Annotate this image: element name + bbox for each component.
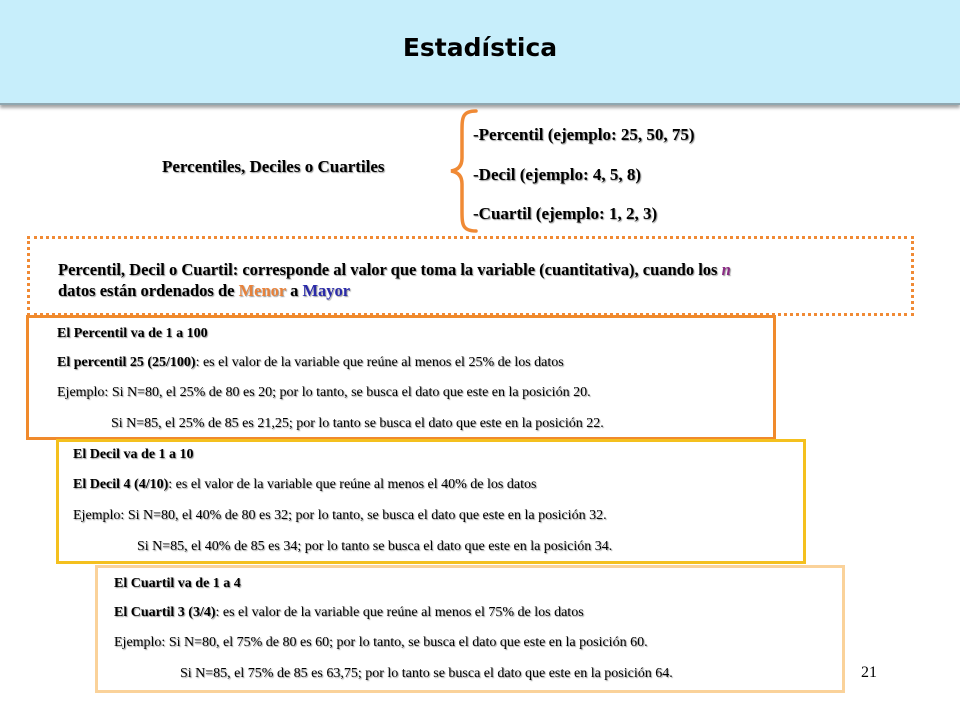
percentil-example-1: Ejemplo: Si N=80, el 25% de 80 es 20; por lo tanto, se busca el dato que este en la posición 20. <box>57 385 591 400</box>
percentil-range: El Percentil va de 1 a 100 <box>57 326 208 341</box>
title-banner <box>0 0 960 105</box>
page-number: 21 <box>861 664 877 681</box>
cuartil-example-2: Si N=85, el 75% de 85 es 63,75; por lo tanto se busca el dato que este en la posición 64. <box>180 666 673 681</box>
type-item-cuartil: -Cuartil (ejemplo: 1, 2, 3) <box>473 204 658 223</box>
decil-def-bold: El Decil 4 (4/10) <box>73 477 169 492</box>
cuartil-example-1: Ejemplo: Si N=80, el 75% de 80 es 60; por lo tanto, se busca el dato que este en la posición 60. <box>114 635 648 650</box>
decil-definition <box>73 477 536 493</box>
cuartil-box <box>95 565 845 693</box>
definition-n: n <box>721 260 731 279</box>
type-item-percentil: -Percentil (ejemplo: 25, 50, 75) <box>473 125 695 144</box>
percentil-definition <box>57 355 564 371</box>
percentil-example-2: Si N=85, el 25% de 85 es 21,25; por lo tanto se busca el dato que este en la posición 22. <box>111 416 604 431</box>
cuartil-def-rest: : es el valor de la variable que reúne al menos el 75% de los datos <box>215 605 584 620</box>
decil-box <box>56 439 806 564</box>
cuartil-def-bold: El Cuartil 3 (3/4) <box>114 605 216 620</box>
type-item-decil: -Decil (ejemplo: 4, 5, 8) <box>473 165 642 184</box>
slide-title: Estadística <box>402 33 558 62</box>
decil-def-rest: : es el valor de la variable que reúne al menos el 40% de los datos <box>168 477 537 492</box>
cuartil-range: El Cuartil va de 1 a 4 <box>114 576 241 591</box>
decil-example-2: Si N=85, el 40% de 85 es 34; por lo tanto se busca el dato que este en la posición 34. <box>137 539 613 554</box>
percentil-def-rest: : es el valor de la variable que reúne al menos el 25% de los datos <box>195 355 564 370</box>
definition-part2: datos están ordenados de <box>58 281 239 300</box>
decil-example-1: Ejemplo: Si N=80, el 40% de 80 es 32; por lo tanto, se busca el dato que este en la posición 32. <box>73 508 607 523</box>
definition-mayor: Mayor <box>302 281 351 300</box>
definition-menor: Menor <box>238 281 286 300</box>
definition-part1: Percentil, Decil o Cuartil: corresponde al valor que toma la variable (cuantitativa), cuando los <box>58 260 722 279</box>
percentil-box <box>26 315 776 440</box>
definition-text <box>58 259 898 301</box>
cuartil-definition <box>114 605 584 621</box>
definition-conj: a <box>285 281 303 300</box>
decil-range: El Decil va de 1 a 10 <box>73 447 194 462</box>
classification-label: Percentiles, Deciles o Cuartiles <box>162 157 385 176</box>
definition-box <box>27 236 914 316</box>
percentil-def-bold: El percentil 25 (25/100) <box>57 355 196 370</box>
